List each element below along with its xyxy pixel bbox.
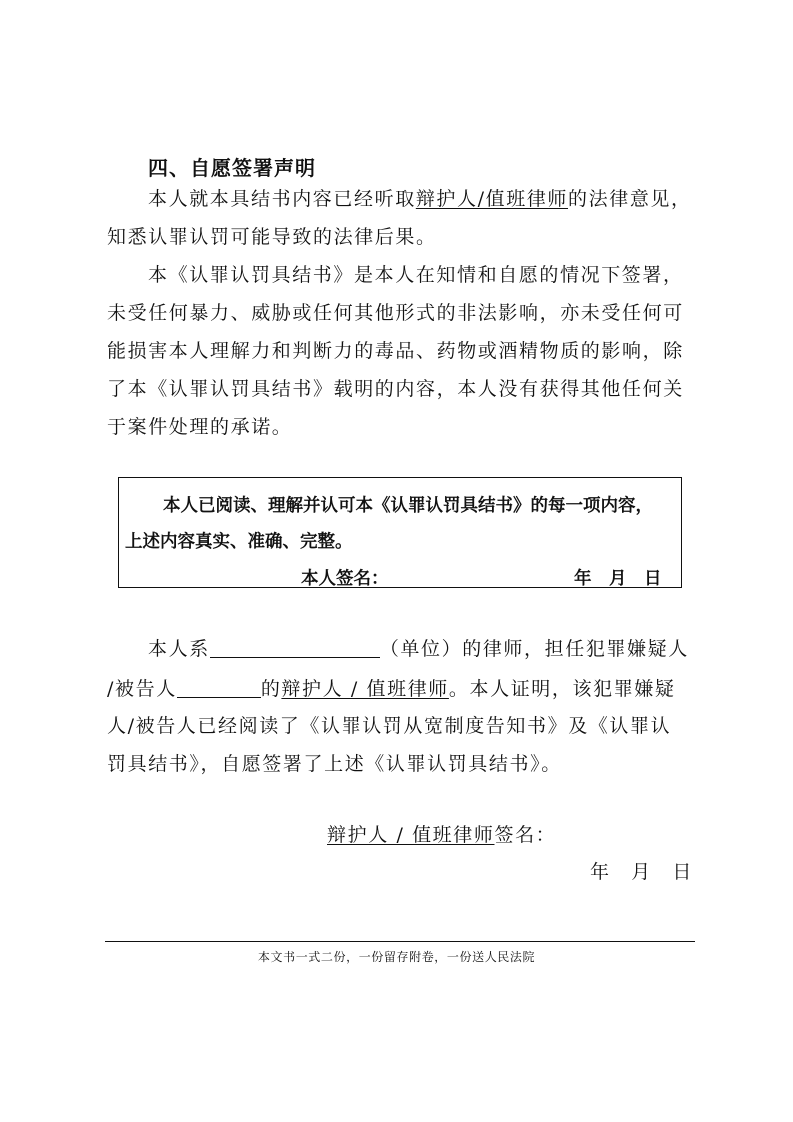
lawyer-certification-line-2 [107, 679, 676, 699]
confirmation-line-2: 上述内容真实、准确、完整。 [125, 532, 353, 552]
section-heading: 四、自愿签署声明 [148, 156, 316, 180]
footer-divider [105, 941, 695, 942]
statement-paragraph-2-line-3: 能损害本人理解力和判断力的毒品、药物或酒精物质的影响，除 [107, 340, 684, 362]
lawyer-certification-line-1 [148, 639, 689, 659]
statement-paragraph-2-line-5: 于案件处理的承诺。 [107, 416, 293, 438]
lawyer-text: 本人系 [148, 638, 210, 660]
lawyer-text: /被告人 [107, 678, 177, 700]
statement-paragraph-2-line-2: 未受任何暴力、威胁或任何其他形式的非法影响，亦未受任何可 [107, 302, 684, 324]
lawyer-role-underlined: 辩护人 / 值班律师 [281, 678, 449, 700]
lawyer-certification-line-3: 人/被告人已经阅读了《认罪认罚从宽制度告知书》及《认罪认 [107, 715, 672, 737]
lawyer-signature-label: 签名： [494, 824, 557, 846]
lawyer-role-underlined: 辩护人/值班律师 [415, 188, 569, 210]
defendant-signature-date: 年 月 日 [574, 569, 662, 589]
defendant-signature-label: 本人签名： [301, 569, 389, 589]
footer-note: 本文书一式二份，一份留存附卷，一份送人民法院 [257, 950, 536, 964]
statement-text: 本人就本具结书内容已经听取 [148, 188, 416, 210]
lawyer-text: （单位）的律师，担任犯罪嫌疑人 [379, 638, 689, 660]
statement-paragraph-2-line-4: 了本《认罪认罚具结书》载明的内容，本人没有获得其他任何关 [107, 378, 684, 400]
lawyer-role-underlined: 辩护人 / 值班律师 [327, 824, 495, 846]
work-unit-blank[interactable] [210, 639, 380, 658]
statement-paragraph-2-line-1: 本《认罪认罚具结书》是本人在知情和自愿的情况下签署， [148, 264, 684, 286]
lawyer-certification-line-4: 罚具结书》，自愿签署了上述《认罪认罚具结书》。 [107, 753, 562, 775]
lawyer-text: 的 [260, 678, 282, 700]
confirmation-box [118, 477, 682, 588]
confirmation-line-1: 本人已阅读、理解并认可本《认罪认罚具结书》的每一项内容， [163, 496, 653, 516]
statement-paragraph-1-line-2: 知悉认罪认罚可能导致的法律后果。 [107, 226, 437, 248]
statement-text: 的法律意见， [568, 188, 692, 210]
lawyer-signature-date: 年 月 日 [590, 861, 694, 883]
defendant-name-blank[interactable] [177, 679, 261, 698]
statement-paragraph-1-line-1 [148, 190, 692, 209]
lawyer-text: 。本人证明，该犯罪嫌疑 [448, 678, 676, 700]
lawyer-signature-line [327, 826, 556, 845]
